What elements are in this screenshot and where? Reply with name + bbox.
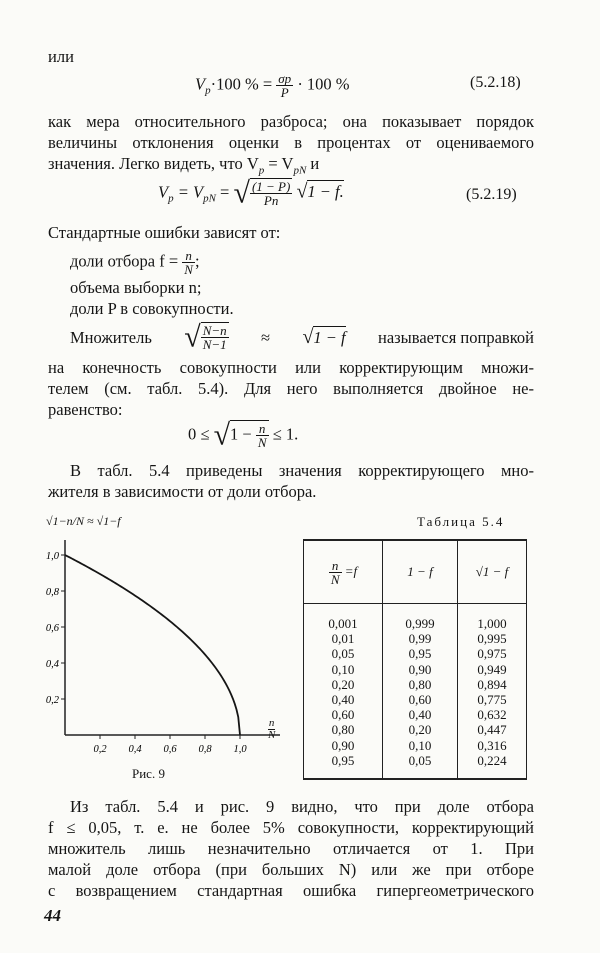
x-tick-label: 1,0 <box>233 744 247 755</box>
frac-num: n <box>182 249 195 263</box>
table-5-4 <box>303 539 527 780</box>
multiplier-word: Множитель <box>70 327 152 347</box>
sqrt-sign: √ <box>302 325 314 348</box>
equation-5-2-18 <box>195 72 350 102</box>
header-frac-num: n <box>329 559 342 573</box>
paragraph-line: жителя в зависимости от доли отбора. <box>48 482 317 501</box>
figure-caption: Рис. 9 <box>132 766 165 781</box>
equation-5-2-19 <box>158 178 344 210</box>
std-errors-intro: Стандартные ошибки зависят от: <box>48 223 281 242</box>
list-item: доли P в совокупности. <box>70 299 234 318</box>
table-cell: 1,000 <box>477 616 507 631</box>
table-cell: 0,01 <box>331 631 355 647</box>
paragraph-fragment: = V <box>264 154 294 173</box>
table-cell: 0,316 <box>477 737 507 753</box>
table-cell: 0,40 <box>331 692 355 708</box>
paragraph-line: равенство: <box>48 400 123 419</box>
eq-sub: p <box>168 192 174 205</box>
header-frac-den: N <box>330 571 340 587</box>
eq-tail: 1 − f. <box>307 182 344 202</box>
multiplier-rest: называется поправкой <box>378 327 534 347</box>
table-cell: 0,995 <box>477 631 507 647</box>
xlabel-num: n <box>268 717 275 729</box>
table-cell: 0,001 <box>328 616 358 631</box>
sqrt-sign: √ <box>213 418 231 452</box>
paragraph-line: В табл. 5.4 приведены значения корректирующего мно- <box>70 461 534 480</box>
paragraph-fragment: и <box>306 154 320 173</box>
x-tick-label: 0,8 <box>198 744 212 755</box>
table-cell: 0,60 <box>331 707 355 723</box>
table-header: √1 − f <box>458 540 527 604</box>
eq-lhs-rest: ·100 % = <box>210 74 273 94</box>
table-cell: 0,10 <box>408 737 432 753</box>
xlabel-den: N <box>268 729 276 741</box>
table-cell: 0,90 <box>408 661 432 677</box>
eq-part: = <box>215 182 230 202</box>
table-cell: 0,894 <box>477 676 507 692</box>
y-tick-label: 1,0 <box>45 551 59 562</box>
table-header: $\frac{n}{N}$ =f <box>304 540 383 604</box>
paragraph-line: малой доле отбора (при больших N) или же при отборе <box>48 860 534 879</box>
approx-sign: ≈ <box>261 327 271 347</box>
eq-v-sub: p <box>205 84 211 97</box>
eq-v: V <box>158 182 169 202</box>
sqrt-sign: √ <box>296 180 308 203</box>
table-cell: 0,975 <box>477 646 507 662</box>
x-tick-label: 0,6 <box>163 744 177 755</box>
eq-numerator: σp <box>278 71 292 86</box>
list-item <box>70 249 200 276</box>
table-cell: 0,05 <box>331 646 355 662</box>
figure-xlabel <box>268 718 275 741</box>
table-cell: 0,60 <box>408 692 432 708</box>
paragraph-line: на конечность совокупности или корректирующим множи- <box>48 358 534 377</box>
list-text: доли отбора f = <box>70 251 179 271</box>
paragraph-line: множитель лишь незначительно отличается от 1. При <box>48 839 534 858</box>
table-cell: 0,90 <box>331 737 355 753</box>
equation-number-5-2-18: (5.2.18) <box>470 74 521 91</box>
root-expr: 1 − f <box>313 327 346 347</box>
table-row <box>304 604 527 780</box>
eq-v: V <box>195 74 206 94</box>
table-cell: 0,447 <box>477 722 507 738</box>
table-column-f <box>304 604 383 780</box>
figure-ylabel: √1−n/N ≈ √1−f <box>46 514 121 528</box>
paragraph-line: с возвращением стандартная ошибка гипергеометрического <box>48 881 534 900</box>
y-tick-label: 0,6 <box>45 623 59 634</box>
table-column-sqrt <box>458 604 527 780</box>
y-tick-label: 0,2 <box>45 695 59 706</box>
frac-den: N−1 <box>202 337 227 352</box>
equation-number-5-2-19: (5.2.19) <box>466 186 517 203</box>
x-tick-label: 0,2 <box>93 744 107 755</box>
list-item: объема выборки n; <box>70 278 202 297</box>
sqrt-sign: √ <box>184 320 201 354</box>
eq-denominator: Pn <box>263 193 279 208</box>
table-cell: 0,632 <box>477 707 507 723</box>
ineq-right: ≤ 1. <box>272 424 299 444</box>
frac-den: N <box>184 262 193 277</box>
table-cell: 0,20 <box>408 722 432 738</box>
multiplier-line <box>70 322 534 353</box>
eq-rhs: · 100 % <box>297 74 350 94</box>
figure-9-chart <box>40 530 290 760</box>
list-text: ; <box>194 251 200 271</box>
eq-part: = V <box>173 182 204 202</box>
curve-series <box>65 555 240 735</box>
table-cell: 0,949 <box>477 661 507 677</box>
table-cell: 0,20 <box>331 676 355 692</box>
x-tick-label: 0,4 <box>128 744 142 755</box>
subscript: pN <box>293 164 307 177</box>
ineq-inner: 1 − <box>230 424 252 444</box>
y-tick-label: 0,8 <box>45 587 59 598</box>
table-cell: 0,05 <box>408 752 432 768</box>
table-cell: 0,80 <box>408 676 432 692</box>
header-f: f <box>353 562 358 578</box>
subscript: p <box>258 164 265 177</box>
table-cell: 0,95 <box>331 752 355 768</box>
paragraph-line: как мера относительного разброса; она показывает порядок <box>48 112 534 131</box>
table-column-1-minus-f <box>383 604 458 780</box>
paragraph-fragment: значения. Легко видеть, что V <box>48 154 259 173</box>
table-caption: Таблица 5.4 <box>417 514 505 529</box>
table-header-row <box>304 540 527 604</box>
table-cell: 0,224 <box>477 752 507 768</box>
table-header: 1 − f <box>383 540 458 604</box>
word-ili: или <box>48 47 74 66</box>
paragraph-line: f ≤ 0,05, т. е. не более 5% совокупности, корректирующий <box>48 818 534 837</box>
page-number: 44 <box>44 906 61 925</box>
table-cell: 0,99 <box>408 631 432 647</box>
inequality <box>188 420 298 451</box>
table-cell: 0,999 <box>405 616 435 631</box>
eq-denominator: P <box>280 85 289 100</box>
paragraph-line: величины отклонения оценки в процентах от оцениваемого <box>48 133 534 152</box>
table-cell: 0,40 <box>408 707 432 723</box>
eq-sub: pN <box>203 192 216 205</box>
eq-numerator: (1 − P) <box>251 179 291 194</box>
table-cell: 0,95 <box>408 646 432 662</box>
ineq-left: 0 ≤ <box>188 424 210 444</box>
table-cell: 0,10 <box>331 661 355 677</box>
table-cell: 0,80 <box>331 722 355 738</box>
y-tick-label: 0,4 <box>45 659 59 670</box>
paragraph-line: Из табл. 5.4 и рис. 9 видно, что при доле отбора <box>70 797 534 816</box>
table-cell: 0,775 <box>477 692 507 708</box>
frac-num: n <box>256 422 269 436</box>
frac-num: N−n <box>202 323 227 338</box>
frac-den: N <box>257 435 267 450</box>
paragraph-line: телем (см. табл. 5.4). Для него выполняется двойное не- <box>48 379 534 398</box>
sqrt-sign: √ <box>233 176 250 210</box>
